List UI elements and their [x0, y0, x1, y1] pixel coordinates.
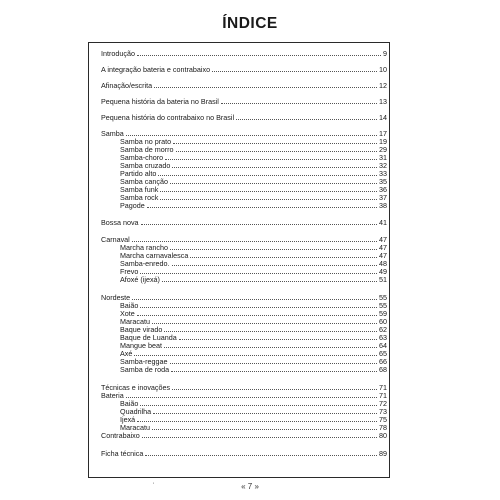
toc-entry-label: Maracatu: [120, 317, 150, 326]
toc-entry-label: Xote: [120, 309, 135, 318]
dot-leader: [137, 315, 377, 316]
toc-entry-label: Axé: [120, 349, 133, 358]
toc-entry-label: Ijexá: [120, 415, 136, 424]
toc-entry-label: Marcha rancho: [120, 243, 168, 252]
toc-entry-page: 14: [379, 113, 387, 122]
toc-entry-page: 80: [379, 431, 387, 440]
toc-entry-label: Samba de roda: [120, 365, 170, 374]
toc-entry-page: 12: [379, 81, 387, 90]
dot-leader: [221, 103, 377, 104]
toc-entry: [101, 97, 387, 106]
page-title: ÍNDICE: [222, 15, 278, 32]
toc-entry-label: Marcha carnavalesca: [120, 251, 189, 260]
toc-entry-page: 68: [379, 365, 387, 374]
toc-entry-page: 89: [379, 449, 387, 458]
toc-entry-page: 71: [379, 383, 387, 392]
toc-entry-page: 10: [379, 65, 387, 74]
toc-entry-label: Frevo: [120, 267, 139, 276]
toc-entry: [101, 218, 387, 227]
toc-entry-label: Baque de Luanda: [120, 333, 177, 342]
toc-entry-label: Samba de morro: [120, 145, 174, 154]
toc-entry-page: 55: [379, 293, 387, 302]
toc-entry-page: 66: [379, 357, 387, 366]
toc-entry-label: Contrabaixo: [101, 431, 140, 440]
toc-entry-page: 55: [379, 301, 387, 310]
dot-leader: [172, 389, 377, 390]
toc-subentry: [101, 201, 387, 210]
toc-entry-page: 13: [379, 97, 387, 106]
toc-entry-page: 48: [379, 259, 387, 268]
toc-entry-label: Pagode: [120, 201, 145, 210]
toc-entry-label: Samba-choro: [120, 153, 164, 162]
dot-leader: [173, 143, 377, 144]
dot-leader: [236, 119, 377, 120]
toc-entry-label: Maracatu: [120, 423, 150, 432]
dot-leader: [171, 371, 377, 372]
toc-entry-label: Samba canção: [120, 177, 168, 186]
toc-entry-label: Quadrilha: [120, 407, 152, 416]
toc-entry-page: 38: [379, 201, 387, 210]
toc-entry-label: A integração bateria e contrabaixo: [101, 65, 211, 74]
toc-entry-page: 9: [383, 49, 387, 58]
dot-leader: [158, 175, 377, 176]
toc-entry-page: 51: [379, 275, 387, 284]
toc-entry-label: Samba-enredo.: [120, 259, 170, 268]
dot-leader: [145, 455, 377, 456]
dot-leader: [132, 241, 377, 242]
toc-entry-label: Samba funk: [120, 185, 159, 194]
dot-leader: [140, 307, 377, 308]
toc-entry-label: Afinação/escrita: [101, 81, 153, 90]
toc-entry-page: 37: [379, 193, 387, 202]
dot-leader: [170, 363, 377, 364]
toc-entry-page: 75: [379, 415, 387, 424]
dot-leader: [160, 191, 377, 192]
toc-entry-label: Ficha técnica: [101, 449, 144, 458]
toc-entry: [101, 449, 387, 458]
toc-entry-label: Samba cruzado: [120, 161, 171, 170]
dot-leader: [164, 331, 377, 332]
toc-entry: [101, 113, 387, 122]
toc-entry-page: 47: [379, 243, 387, 252]
dot-leader: [126, 135, 377, 136]
toc-entry-label: Partido alto: [120, 169, 157, 178]
page-number: « 7 »: [241, 482, 259, 491]
toc-entry-page: 29: [379, 145, 387, 154]
toc-entry-label: Baião: [120, 301, 139, 310]
toc-entry-page: 64: [379, 341, 387, 350]
toc-entry-label: Pequena história da bateria no Brasil: [101, 97, 219, 106]
toc-entry-page: 72: [379, 399, 387, 408]
toc-entry-label: Mangue beat: [120, 341, 162, 350]
dot-leader: [162, 281, 377, 282]
toc-entry: [101, 81, 387, 90]
toc-entry-page: 59: [379, 309, 387, 318]
toc-entry-label: Baque virado: [120, 325, 163, 334]
dot-leader: [137, 421, 377, 422]
toc-entry-page: 49: [379, 267, 387, 276]
toc-entry-label: Nordeste: [101, 293, 131, 302]
dot-leader: [154, 87, 377, 88]
toc-entry-label: Carnaval: [101, 235, 130, 244]
dot-leader: [165, 159, 377, 160]
toc-entry-page: 35: [379, 177, 387, 186]
dot-leader: [176, 151, 377, 152]
toc-entry: [101, 65, 387, 74]
toc-entry-page: 71: [379, 391, 387, 400]
toc-entry-page: 17: [379, 129, 387, 138]
dot-leader: [152, 323, 377, 324]
dot-leader: [137, 55, 381, 56]
dot-leader: [170, 183, 377, 184]
dot-leader: [147, 207, 377, 208]
toc-entry-label: Técnicas e inovações: [101, 383, 171, 392]
toc-entry: [101, 49, 387, 58]
toc-entry-page: 47: [379, 235, 387, 244]
dot-leader: [140, 405, 377, 406]
toc-entry-page: 36: [379, 185, 387, 194]
dot-leader: [190, 257, 377, 258]
toc-entry-label: Pequena história do contrabaixo no Brasil: [101, 113, 235, 122]
toc-subentry: [101, 365, 387, 374]
toc-entry-label: Samba no prato: [120, 137, 172, 146]
dot-leader: [170, 249, 377, 250]
toc-entry-label: Samba rock: [120, 193, 159, 202]
dot-leader: [160, 199, 377, 200]
toc-entry-label: Bossa nova: [101, 218, 139, 227]
dot-leader: [126, 397, 377, 398]
dot-leader: [132, 299, 377, 300]
dot-leader: [164, 347, 377, 348]
toc-entry-page: 60: [379, 317, 387, 326]
toc-entry-label: Afoxé (ijexá): [120, 275, 160, 284]
dot-leader: [141, 224, 377, 225]
dot-leader: [134, 355, 377, 356]
toc-entry-label: Samba: [101, 129, 124, 138]
toc-entry-page: 33: [379, 169, 387, 178]
dot-leader: [172, 265, 377, 266]
dot-leader: [140, 273, 377, 274]
toc-entry-page: 65: [379, 349, 387, 358]
toc-entry-label: Baião: [120, 399, 139, 408]
toc-entry-page: 78: [379, 423, 387, 432]
toc-entry-label: Samba-reggae: [120, 357, 168, 366]
toc-entry-page: 31: [379, 153, 387, 162]
dot-leader: [172, 167, 377, 168]
toc-entry-page: 63: [379, 333, 387, 342]
toc-entry-page: 73: [379, 407, 387, 416]
toc-entry-label: Bateria: [101, 391, 124, 400]
toc-entry-page: 47: [379, 251, 387, 260]
dot-leader: [212, 71, 377, 72]
dot-leader: [179, 339, 377, 340]
dot-leader: [153, 413, 377, 414]
toc-entry-page: 32: [379, 161, 387, 170]
toc-entry-label: Introdução: [101, 49, 135, 58]
toc-entry: [101, 431, 387, 440]
toc-subentry: [101, 275, 387, 284]
print-mark: ': [153, 483, 155, 489]
toc-entry-page: 41: [379, 218, 387, 227]
toc-entry-page: 19: [379, 137, 387, 146]
dot-leader: [152, 429, 377, 430]
toc-entry-page: 62: [379, 325, 387, 334]
dot-leader: [142, 437, 377, 438]
